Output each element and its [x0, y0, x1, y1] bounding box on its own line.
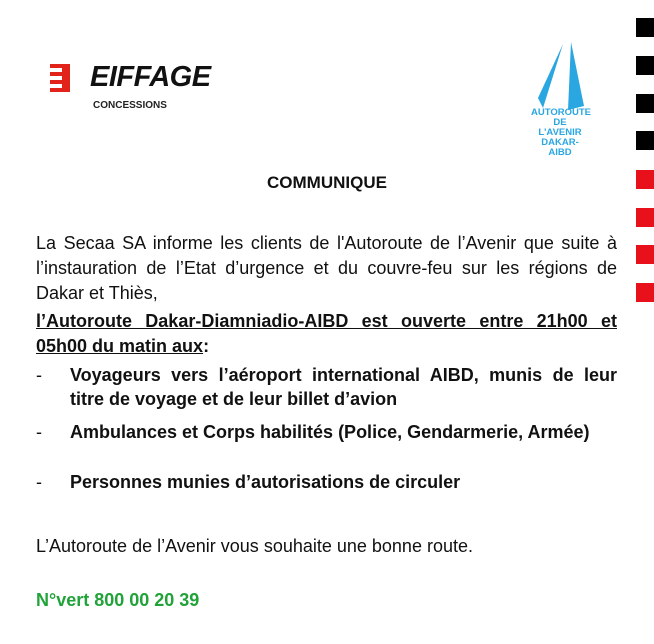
announcement-suffix: :	[203, 336, 210, 356]
side-bar-black	[636, 56, 654, 75]
side-bar-black	[636, 131, 654, 150]
autoroute-line: AUTOROUTE	[531, 107, 591, 118]
eiffage-mark-icon	[50, 64, 72, 92]
bullet-dash: -	[36, 472, 42, 492]
list-item-text: Personnes munies d’autorisations de circuler	[70, 472, 461, 492]
autoroute-logo	[528, 40, 598, 158]
closing-text: L’Autoroute de l’Avenir vous souhaite une bonne route.	[36, 536, 473, 556]
side-bar-black	[636, 18, 654, 37]
page-title: COMMUNIQUE	[267, 173, 387, 192]
road-sail-icon	[528, 40, 598, 112]
bullet-dash: -	[36, 365, 42, 385]
bullet-dash: -	[36, 422, 42, 442]
autoroute-line: DE L'AVENIR	[538, 117, 582, 138]
side-bar-red	[636, 208, 654, 227]
eiffage-wordmark: EIFFAGE	[90, 61, 211, 93]
list-item-text: Voyageurs vers l’aéroport international AIBD, munis de leur titre de voyage et de leur billet d’avion	[70, 365, 617, 409]
announcement	[36, 309, 617, 359]
eiffage-subtitle: CONCESSIONS	[93, 100, 167, 111]
autoroute-line: DAKAR-AIBD	[541, 137, 579, 158]
side-bar-red	[636, 283, 654, 302]
list-item-text: Ambulances et Corps habilités (Police, Gendarmerie, Armée)	[70, 422, 590, 442]
side-bar-black	[636, 94, 654, 113]
announcement-text: l’Autoroute Dakar-Diamniadio-AIBD est ouverte entre 21h00 et 05h00 du matin aux	[36, 311, 617, 356]
side-bar-red	[636, 245, 654, 264]
hotline-number: N°vert 800 00 20 39	[36, 590, 200, 610]
intro-paragraph: La Secaa SA informe les clients de l'Autoroute de l’Avenir que suite à l’instauration de l’Etat d’urgence et du couvre-feu sur les régions de Dakar et Thiès,	[36, 233, 617, 303]
